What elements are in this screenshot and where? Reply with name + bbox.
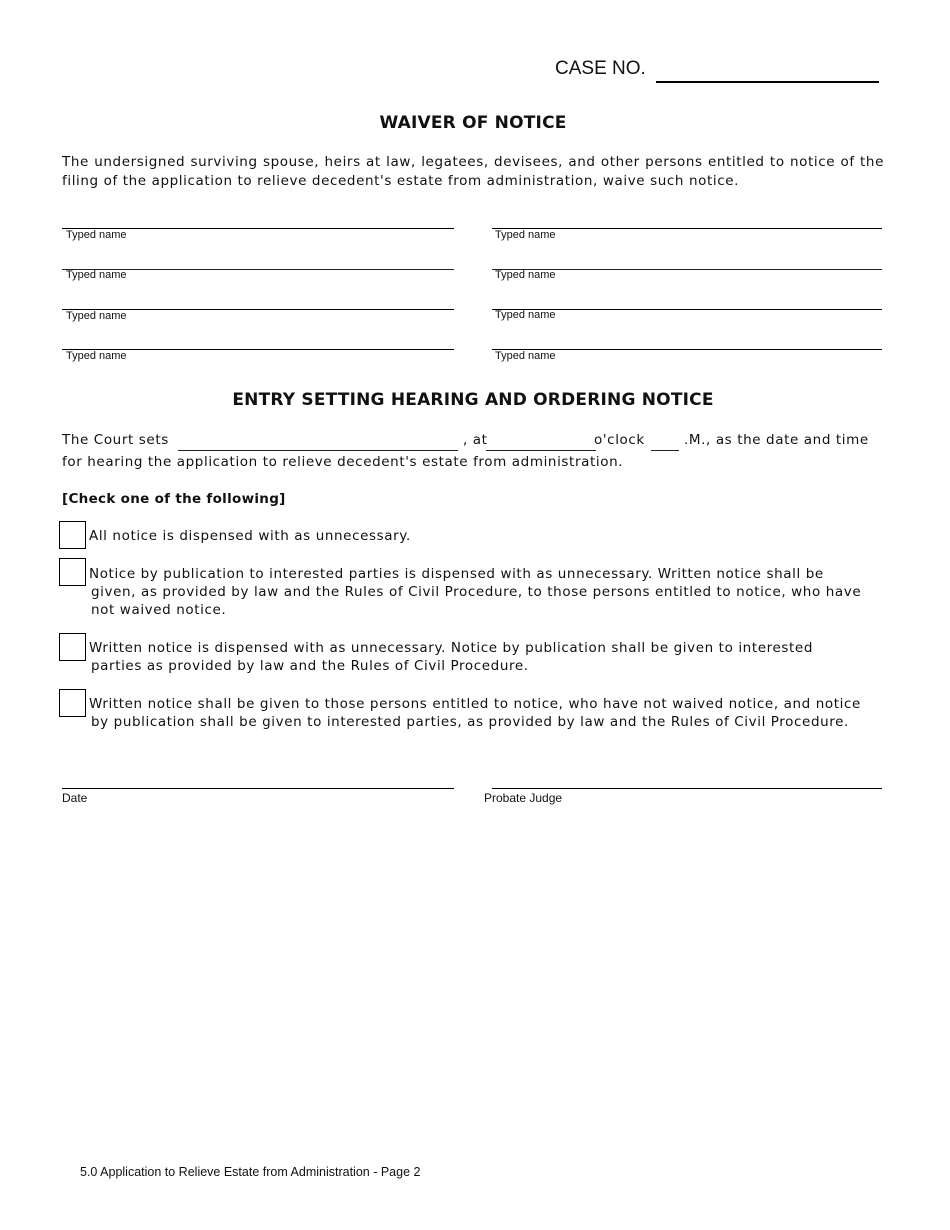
- option-2-checkbox[interactable]: [59, 558, 86, 586]
- option-1-text: All notice is dispensed with as unnecessary.: [89, 528, 411, 544]
- date-field[interactable]: [62, 788, 454, 789]
- option-1-checkbox[interactable]: [59, 521, 86, 549]
- date-time-suffix: .M., as the date and time: [684, 432, 869, 448]
- typed-name-label: Typed name: [495, 350, 556, 362]
- am-pm-field[interactable]: [651, 450, 679, 451]
- oclock-label: o'clock: [594, 432, 645, 448]
- typed-name-label: Typed name: [495, 269, 556, 281]
- entry-title: ENTRY SETTING HEARING AND ORDERING NOTICE: [232, 390, 714, 410]
- probate-judge-signature-field[interactable]: [492, 788, 882, 789]
- option-3-checkbox[interactable]: [59, 633, 86, 661]
- court-sets-label: The Court sets: [62, 432, 169, 448]
- option-2-text-line-3: not waived notice.: [91, 602, 227, 618]
- option-3-text-line-2: parties as provided by law and the Rules of Civil Procedure.: [91, 658, 529, 674]
- typed-name-label: Typed name: [66, 229, 127, 241]
- case-number-field[interactable]: [656, 81, 879, 83]
- at-label: , at: [463, 432, 488, 448]
- option-2-text-line-1: Notice by publication to interested parties is dispensed with as unnecessary. Written notice shall be: [89, 566, 824, 582]
- date-label: Date: [62, 791, 88, 805]
- check-one-heading: [Check one of the following]: [62, 491, 286, 507]
- typed-name-label: Typed name: [66, 310, 127, 322]
- waiver-title: WAIVER OF NOTICE: [379, 113, 567, 133]
- option-4-checkbox[interactable]: [59, 689, 86, 717]
- typed-name-label: Typed name: [495, 309, 556, 321]
- option-3-text-line-1: Written notice is dispensed with as unnecessary. Notice by publication shall be given to interested: [89, 640, 813, 656]
- typed-name-label: Typed name: [495, 229, 556, 241]
- hearing-date-field[interactable]: [178, 450, 458, 451]
- page-footer: 5.0 Application to Relieve Estate from Administration - Page 2: [80, 1165, 421, 1179]
- probate-judge-label: Probate Judge: [484, 791, 563, 805]
- option-4-text-line-2: by publication shall be given to interested parties, as provided by law and the Rules of Civil Procedure.: [91, 714, 849, 730]
- waiver-paragraph: The undersigned surviving spouse, heirs at law, legatees, devisees, and other persons entitled to notice of the filing of the application to relieve decedent's estate from administration, waive such notice.: [62, 154, 884, 189]
- option-2-text-line-2: given, as provided by law and the Rules of Civil Procedure, to those persons entitled to notice, who have: [91, 584, 862, 600]
- hearing-time-field[interactable]: [486, 450, 596, 451]
- case-number-label: CASE NO.: [555, 58, 646, 79]
- hearing-purpose-text: for hearing the application to relieve decedent's estate from administration.: [62, 454, 624, 470]
- typed-name-label: Typed name: [66, 350, 127, 362]
- option-4-text-line-1: Written notice shall be given to those persons entitled to notice, who have not waived notice, and notice: [89, 696, 861, 712]
- typed-name-label: Typed name: [66, 269, 127, 281]
